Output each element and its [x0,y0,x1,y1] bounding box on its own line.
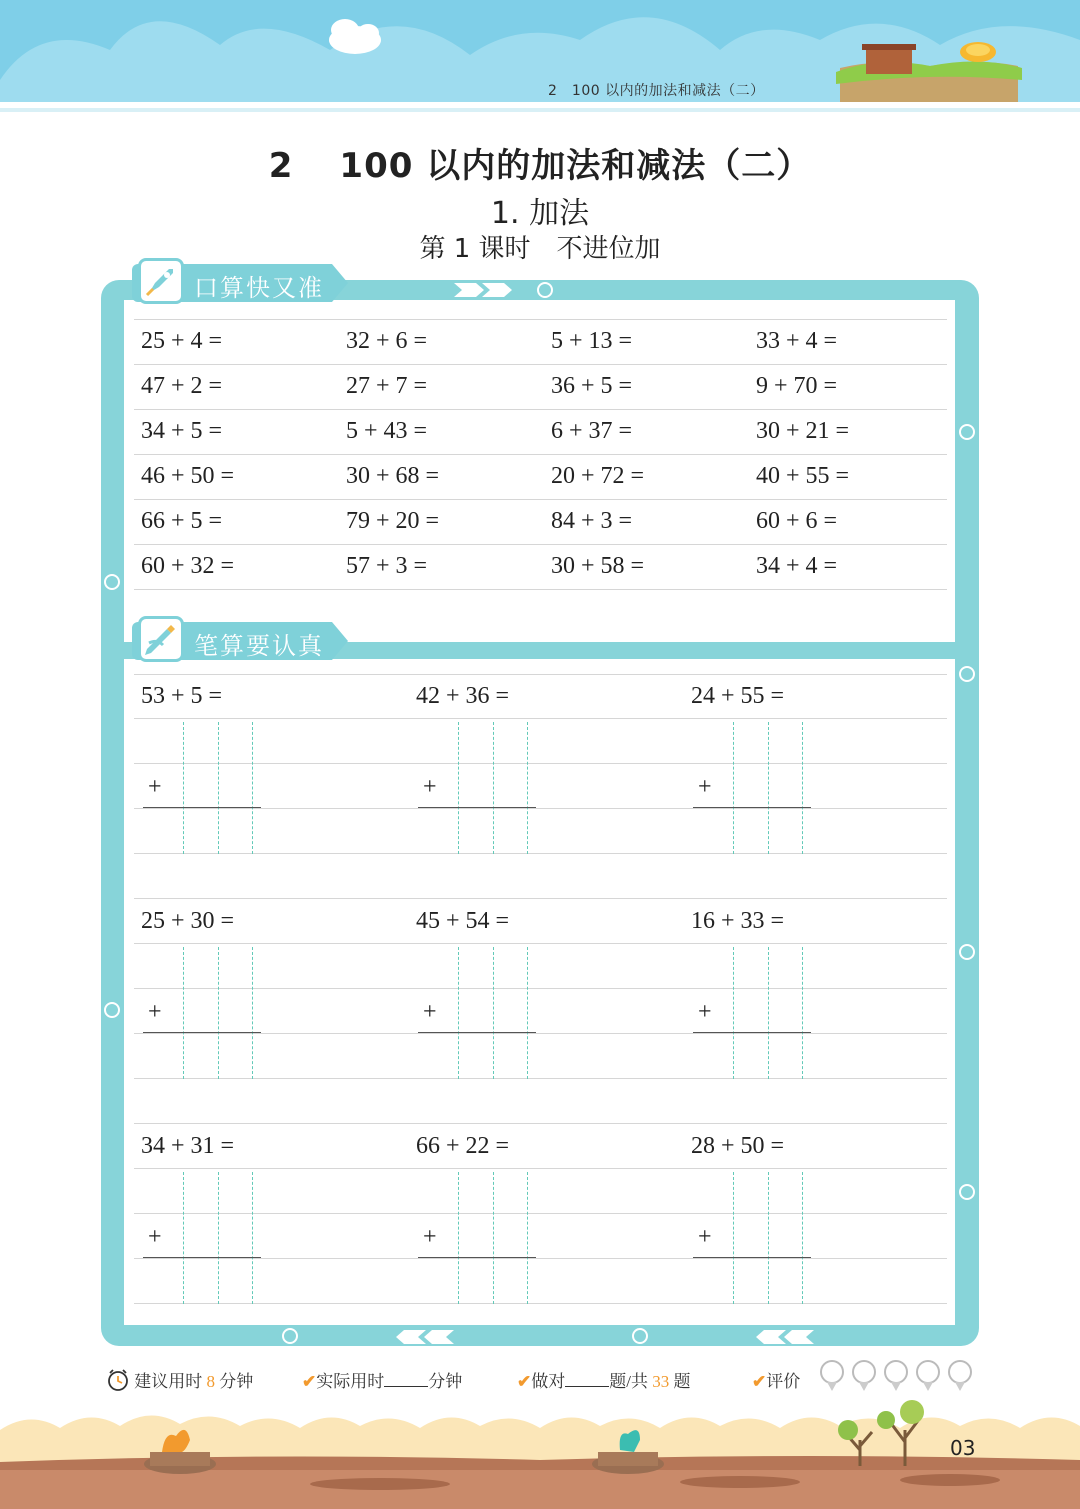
check-icon: ✔ [752,1372,767,1391]
score: ✔做对 题/共 33 题 [517,1372,691,1391]
oral-problem: 30 + 68 = [346,463,440,489]
medal-icon[interactable] [884,1360,908,1384]
rule-line [134,1033,947,1034]
column-guide [458,1172,459,1304]
sum-line [693,807,811,808]
written-calc-ribbon [132,622,332,660]
oral-problem: 5 + 43 = [346,418,428,444]
page-number: 03 [950,1436,976,1460]
written-problem: 25 + 30 = [141,908,235,934]
plus-sign: + [698,774,712,800]
chapter-number: 2 [268,146,294,186]
column-guide [252,1172,253,1304]
plus-sign: + [698,1224,712,1250]
total-count: 33 [652,1372,670,1391]
frame-ornament [104,1002,120,1018]
oral-problem: 36 + 5 = [551,373,633,399]
rule-line [134,898,947,899]
column-guide [527,1172,528,1304]
column-guide [527,722,528,854]
medal-icon[interactable] [820,1360,844,1384]
rule-line [134,943,947,944]
column-guide [218,722,219,854]
rule-line [134,409,947,410]
medal-icon[interactable] [852,1360,876,1384]
running-title: 2 100 以内的加法和减法（二） [548,83,765,99]
frame-ornament [632,1328,648,1344]
check-icon: ✔ [517,1372,532,1391]
sum-line [143,807,261,808]
sum-line [143,1032,261,1033]
rule-line [134,674,947,675]
written-problem: 66 + 22 = [416,1133,510,1159]
column-guide [733,722,734,854]
rule-line [134,1213,947,1214]
plus-sign: + [698,999,712,1025]
pencil-hand-icon [138,616,184,662]
column-guide [493,947,494,1079]
rule-line [134,499,947,500]
plus-sign: + [423,999,437,1025]
column-guide [183,1172,184,1304]
oral-problem: 46 + 50 = [141,463,235,489]
written-problem: 16 + 33 = [691,908,785,934]
actual-time: ✔实际用时 分钟 [302,1372,463,1391]
column-guide [527,947,528,1079]
rule-line [134,718,947,719]
actual-time-blank[interactable] [384,1372,428,1387]
suggested-time: 建议用时 8 分钟 [106,1367,253,1392]
frame-ornament [282,1328,298,1344]
sum-line [693,1032,811,1033]
frame-ornament [959,1184,975,1200]
rule-line [134,544,947,545]
chapter-title: 100 以内的加法和减法（二） [339,146,812,186]
rule-line [134,454,947,455]
sum-line [418,1257,536,1258]
sum-line [693,1257,811,1258]
column-guide [802,1172,803,1304]
column-guide [252,722,253,854]
oral-problem: 60 + 32 = [141,553,235,579]
oral-problem: 27 + 7 = [346,373,428,399]
arrow-ornament [392,1328,456,1346]
written-problem: 24 + 55 = [691,683,785,709]
column-guide [458,947,459,1079]
column-guide [802,947,803,1079]
column-guide [458,722,459,854]
column-guide [218,947,219,1079]
plus-sign: + [423,1224,437,1250]
header-banner [0,0,1080,112]
rule-line [134,853,947,854]
oral-calc-label: 口算快又准 [194,274,324,302]
column-guide [493,722,494,854]
written-problem: 34 + 31 = [141,1133,235,1159]
column-guide [493,1172,494,1304]
page-title [0,138,1080,187]
rule-line [134,808,947,809]
rating: ✔评价 [752,1372,801,1391]
oral-problem: 30 + 58 = [551,553,645,579]
frame-ornament [537,282,553,298]
arrow-ornament [752,1328,816,1346]
oral-problem: 66 + 5 = [141,508,223,534]
oral-problem: 33 + 4 = [756,328,838,354]
medal-icon[interactable] [916,1360,940,1384]
arrow-ornament [452,281,516,299]
oral-problem: 20 + 72 = [551,463,645,489]
section-title: 1. 加法 [490,196,590,231]
plus-sign: + [148,1224,162,1250]
frame-ornament [959,666,975,682]
plus-sign: + [148,999,162,1025]
check-icon: ✔ [302,1372,317,1391]
correct-count-blank[interactable] [565,1372,609,1387]
column-guide [733,1172,734,1304]
oral-problem: 40 + 55 = [756,463,850,489]
written-calc-panel [124,659,955,1325]
frame-ornament [104,574,120,590]
oral-calc-ribbon [132,264,332,302]
oral-problem: 9 + 70 = [756,373,838,399]
rule-line [134,1303,947,1304]
oral-problem: 25 + 4 = [141,328,223,354]
sum-line [418,807,536,808]
medal-icon[interactable] [948,1360,972,1384]
oral-problem: 32 + 6 = [346,328,428,354]
rule-line [134,763,947,764]
suggested-minutes: 8 [206,1372,215,1391]
oral-problem: 79 + 20 = [346,508,440,534]
lesson-title: 第 1 课时 不进位加 [419,234,661,264]
column-guide [768,722,769,854]
written-problem: 45 + 54 = [416,908,510,934]
oral-problem: 34 + 5 = [141,418,223,444]
rule-line [134,589,947,590]
oral-problem: 6 + 37 = [551,418,633,444]
column-guide [768,1172,769,1304]
oral-problem: 47 + 2 = [141,373,223,399]
rule-line [134,364,947,365]
plus-sign: + [148,774,162,800]
rule-line [134,319,947,320]
ground-illustration [0,1400,1080,1509]
oral-problem: 34 + 4 = [756,553,838,579]
sum-line [143,1257,261,1258]
column-guide [252,947,253,1079]
rule-line [134,1258,947,1259]
plus-sign: + [423,774,437,800]
column-guide [183,722,184,854]
rule-line [134,1123,947,1124]
rule-line [134,1078,947,1079]
sum-line [418,1032,536,1033]
rocket-icon [138,258,184,304]
written-problem: 42 + 36 = [416,683,510,709]
sky-decoration [0,0,1080,112]
written-problem: 28 + 50 = [691,1133,785,1159]
rule-line [134,1168,947,1169]
column-guide [183,947,184,1079]
alarm-clock-icon [106,1368,130,1392]
column-guide [802,722,803,854]
rule-line [134,988,947,989]
written-problem: 53 + 5 = [141,683,223,709]
oral-problem: 30 + 21 = [756,418,850,444]
oral-problem: 60 + 6 = [756,508,838,534]
column-guide [768,947,769,1079]
frame-ornament [959,944,975,960]
column-guide [218,1172,219,1304]
oral-problem: 57 + 3 = [346,553,428,579]
oral-problem: 84 + 3 = [551,508,633,534]
oral-problem: 5 + 13 = [551,328,633,354]
column-guide [733,947,734,1079]
written-calc-label: 笔算要认真 [194,632,324,660]
frame-ornament [959,424,975,440]
